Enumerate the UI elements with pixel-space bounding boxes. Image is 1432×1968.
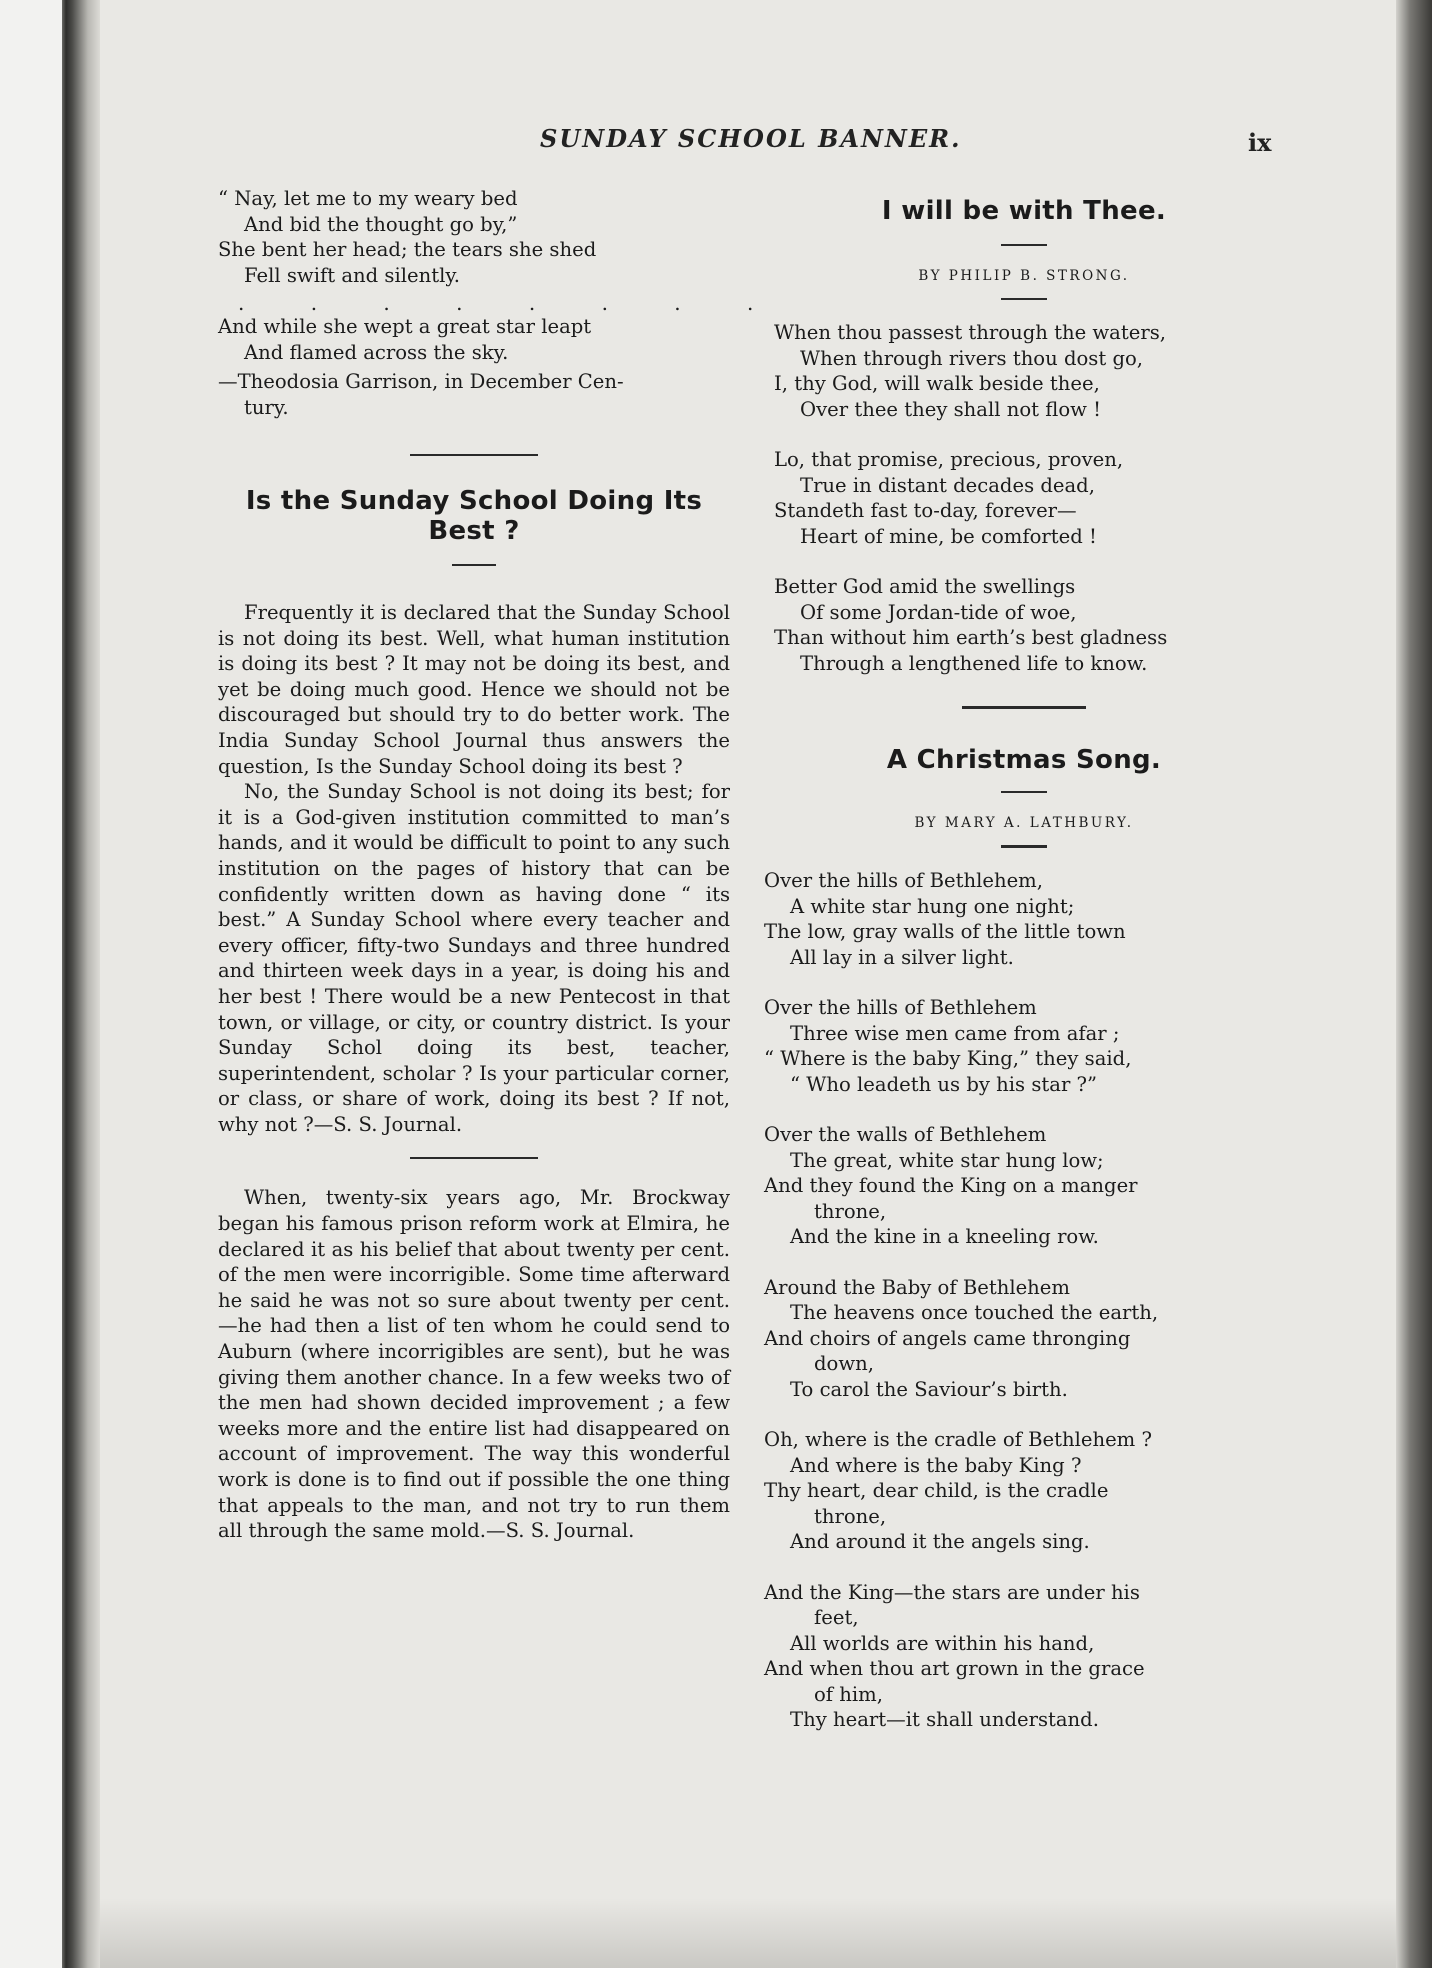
section-divider [962, 706, 1086, 709]
verse-line: And choirs of angels came thronging [764, 1326, 1131, 1350]
verse-line: I, thy God, will walk beside thee, [774, 372, 1100, 395]
stanza [764, 868, 1284, 970]
byline-divider [1001, 298, 1047, 300]
poem-body [774, 320, 1284, 676]
poem-attribution-continued: tury. [244, 395, 289, 419]
verse-line: To carol the Saviour’s birth. [790, 1377, 1068, 1401]
stanza [764, 1427, 1284, 1555]
verse-line: Around the Baby of Bethlehem [764, 1275, 1070, 1299]
verse-line: Oh, where is the cradle of Bethlehem ? [764, 1428, 1152, 1451]
verse-line: “ Who leadeth us by his star ?” [790, 1072, 1098, 1096]
title-divider [1001, 791, 1047, 793]
verse-line: Through a lengthened life to know. [800, 651, 1148, 675]
stanza [774, 320, 1284, 422]
verse-line: Over the hills of Bethlehem, [764, 869, 1043, 892]
stanza [764, 995, 1284, 1097]
verse-line: Heart of mine, be comforted ! [800, 524, 1097, 548]
verse-line: The great, white star hung low; [790, 1148, 1104, 1172]
page-bottom-shade [100, 1898, 1396, 1968]
right-column [764, 186, 1284, 1733]
verse-line: A white star hung one night; [790, 894, 1075, 918]
article-paragraph: No, the Sunday School is not doing its best; for it is a God-given institution committed to man’s hands, and it would be difficult to point to any such institution on the pages of history that can be confidently written down as having done “ its best.” A Sunday School where every teacher and every officer, fifty-two Sundays and three hundred and thirteen week days in a year, is doing his and her best ! There would be a new Pentecost in that town, or village, or city, or country district. Is your Sunday Schol doing its best, teacher, superintendent, scholar ? Is your particular corner, or class, or share of work, doing its best ? If not, why not ?—S. S. Journal. [218, 780, 730, 1136]
poem-body [764, 868, 1284, 1733]
poem-title: A Christmas Song. [886, 745, 1162, 775]
article-title: Is the Sunday School Doing Its Best ? [245, 486, 703, 546]
verse-line: And around it the angels sing. [790, 1530, 1090, 1553]
verse-line: Over thee they shall not flow ! [800, 397, 1101, 421]
verse-line: Lo, that promise, precious, proven, [774, 448, 1124, 471]
verse-line: “ Nay, let me to my weary bed [218, 187, 518, 210]
left-column [218, 186, 784, 1544]
article-paragraph: When, twenty-six years ago, Mr. Brockway began his famous prison reform work at Elmira, he declared it as his belief that about twenty per cent. of the men were incorrigible. Some time afterward he said he was not so sure about twenty per cent.—he had then a list of ten whom he could send to Auburn (where incorrigibles are sent), but he was giving them another chance. In a few weeks two of the men had shown decided improvement ; a few weeks more and the entire list had disappeared on account of improvement. The way this wonderful work is done is to find out if possible the one thing that appeals to the man, and not try to run them all through the same mold.—S. S. Journal. [218, 1186, 730, 1543]
poem-byline: BY PHILIP B. STRONG. [918, 268, 1130, 284]
verse-line-continued: feet, [814, 1606, 859, 1629]
page-number: ix [1248, 128, 1272, 157]
title-divider [452, 564, 496, 566]
byline-divider [1001, 845, 1047, 848]
verse-line: And while she wept a great star leapt [218, 315, 592, 338]
poem-title: I will be with Thee. [881, 196, 1167, 226]
verse-line: And when thou art grown in the grace [764, 1657, 1145, 1680]
stanza [764, 1580, 1284, 1733]
book-binding-shadow [62, 0, 100, 1968]
verse-line-continued: throne, [814, 1504, 887, 1528]
verse-line: When through rivers thou dost go, [800, 346, 1144, 370]
page-edge-shadow [1396, 0, 1432, 1968]
poem-ending [218, 186, 784, 420]
verse-line: All worlds are within his hand, [790, 1631, 1095, 1655]
verse-line: Fell swift and silently. [244, 263, 461, 287]
verse-line: And the King—the stars are under his [764, 1580, 1140, 1604]
article-paragraph: Frequently it is declared that the Sunday School is not doing its best. Well, what human institution is doing its best ? It may not be doing its best, and yet be doing much good. Hence we should not be discouraged but should try to do better work. The India Sunday School Journal thus answers the question, Is the Sunday School doing its best ? [218, 601, 730, 778]
stanza [764, 1275, 1284, 1403]
poem-attribution: —Theodosia Garrison, in December Cen- [218, 370, 624, 393]
verse-line: All lay in a silver light. [790, 945, 1014, 969]
section-divider [410, 1157, 538, 1159]
verse-line: True in distant decades dead, [800, 473, 1095, 497]
stanza [774, 447, 1284, 549]
verse-line: Of some Jordan-tide of woe, [800, 600, 1077, 624]
verse-line: And flamed across the sky. [244, 340, 509, 364]
verse-line: “ Where is the baby King,” they said, [764, 1047, 1132, 1070]
stanza [774, 574, 1284, 676]
verse-line: And they found the King on a manger [764, 1174, 1138, 1197]
verse-line: And where is the baby King ? [790, 1453, 1082, 1477]
verse-line: The heavens once touched the earth, [790, 1301, 1159, 1324]
title-divider [1001, 244, 1047, 246]
page-margin [0, 0, 62, 1968]
verse-line-continued: down, [814, 1352, 874, 1375]
verse-line: When thou passest through the waters, [774, 321, 1166, 344]
verse-line: She bent her head; the tears she shed [218, 238, 597, 261]
verse-line-continued: of him, [814, 1682, 883, 1706]
stanza [764, 1122, 1284, 1250]
verse-line: Over the walls of Bethlehem [764, 1123, 1047, 1146]
verse-line: Better God amid the swellings [774, 575, 1076, 598]
verse-line: Over the hills of Bethlehem [764, 996, 1037, 1019]
verse-line: Standeth fast to-day, forever— [774, 499, 1077, 522]
verse-line: And bid the thought go by,” [244, 212, 518, 236]
verse-line: And the kine in a kneeling row. [790, 1225, 1099, 1248]
poem-byline: BY MARY A. LATHBURY. [914, 815, 1134, 831]
running-title: SUNDAY SCHOOL BANNER. [540, 124, 962, 153]
verse-line: Thy heart—it shall understand. [790, 1708, 1099, 1731]
section-divider [410, 454, 538, 456]
verse-line: Thy heart, dear child, is the cradle [764, 1479, 1109, 1502]
verse-line: Three wise men came from afar ; [790, 1021, 1120, 1045]
verse-line: Than without him earth’s best gladness [774, 626, 1168, 649]
ellipsis-dots: . . . . . . . . [238, 291, 784, 315]
verse-line-continued: throne, [814, 1199, 887, 1223]
verse-line: The low, gray walls of the little town [764, 920, 1126, 943]
